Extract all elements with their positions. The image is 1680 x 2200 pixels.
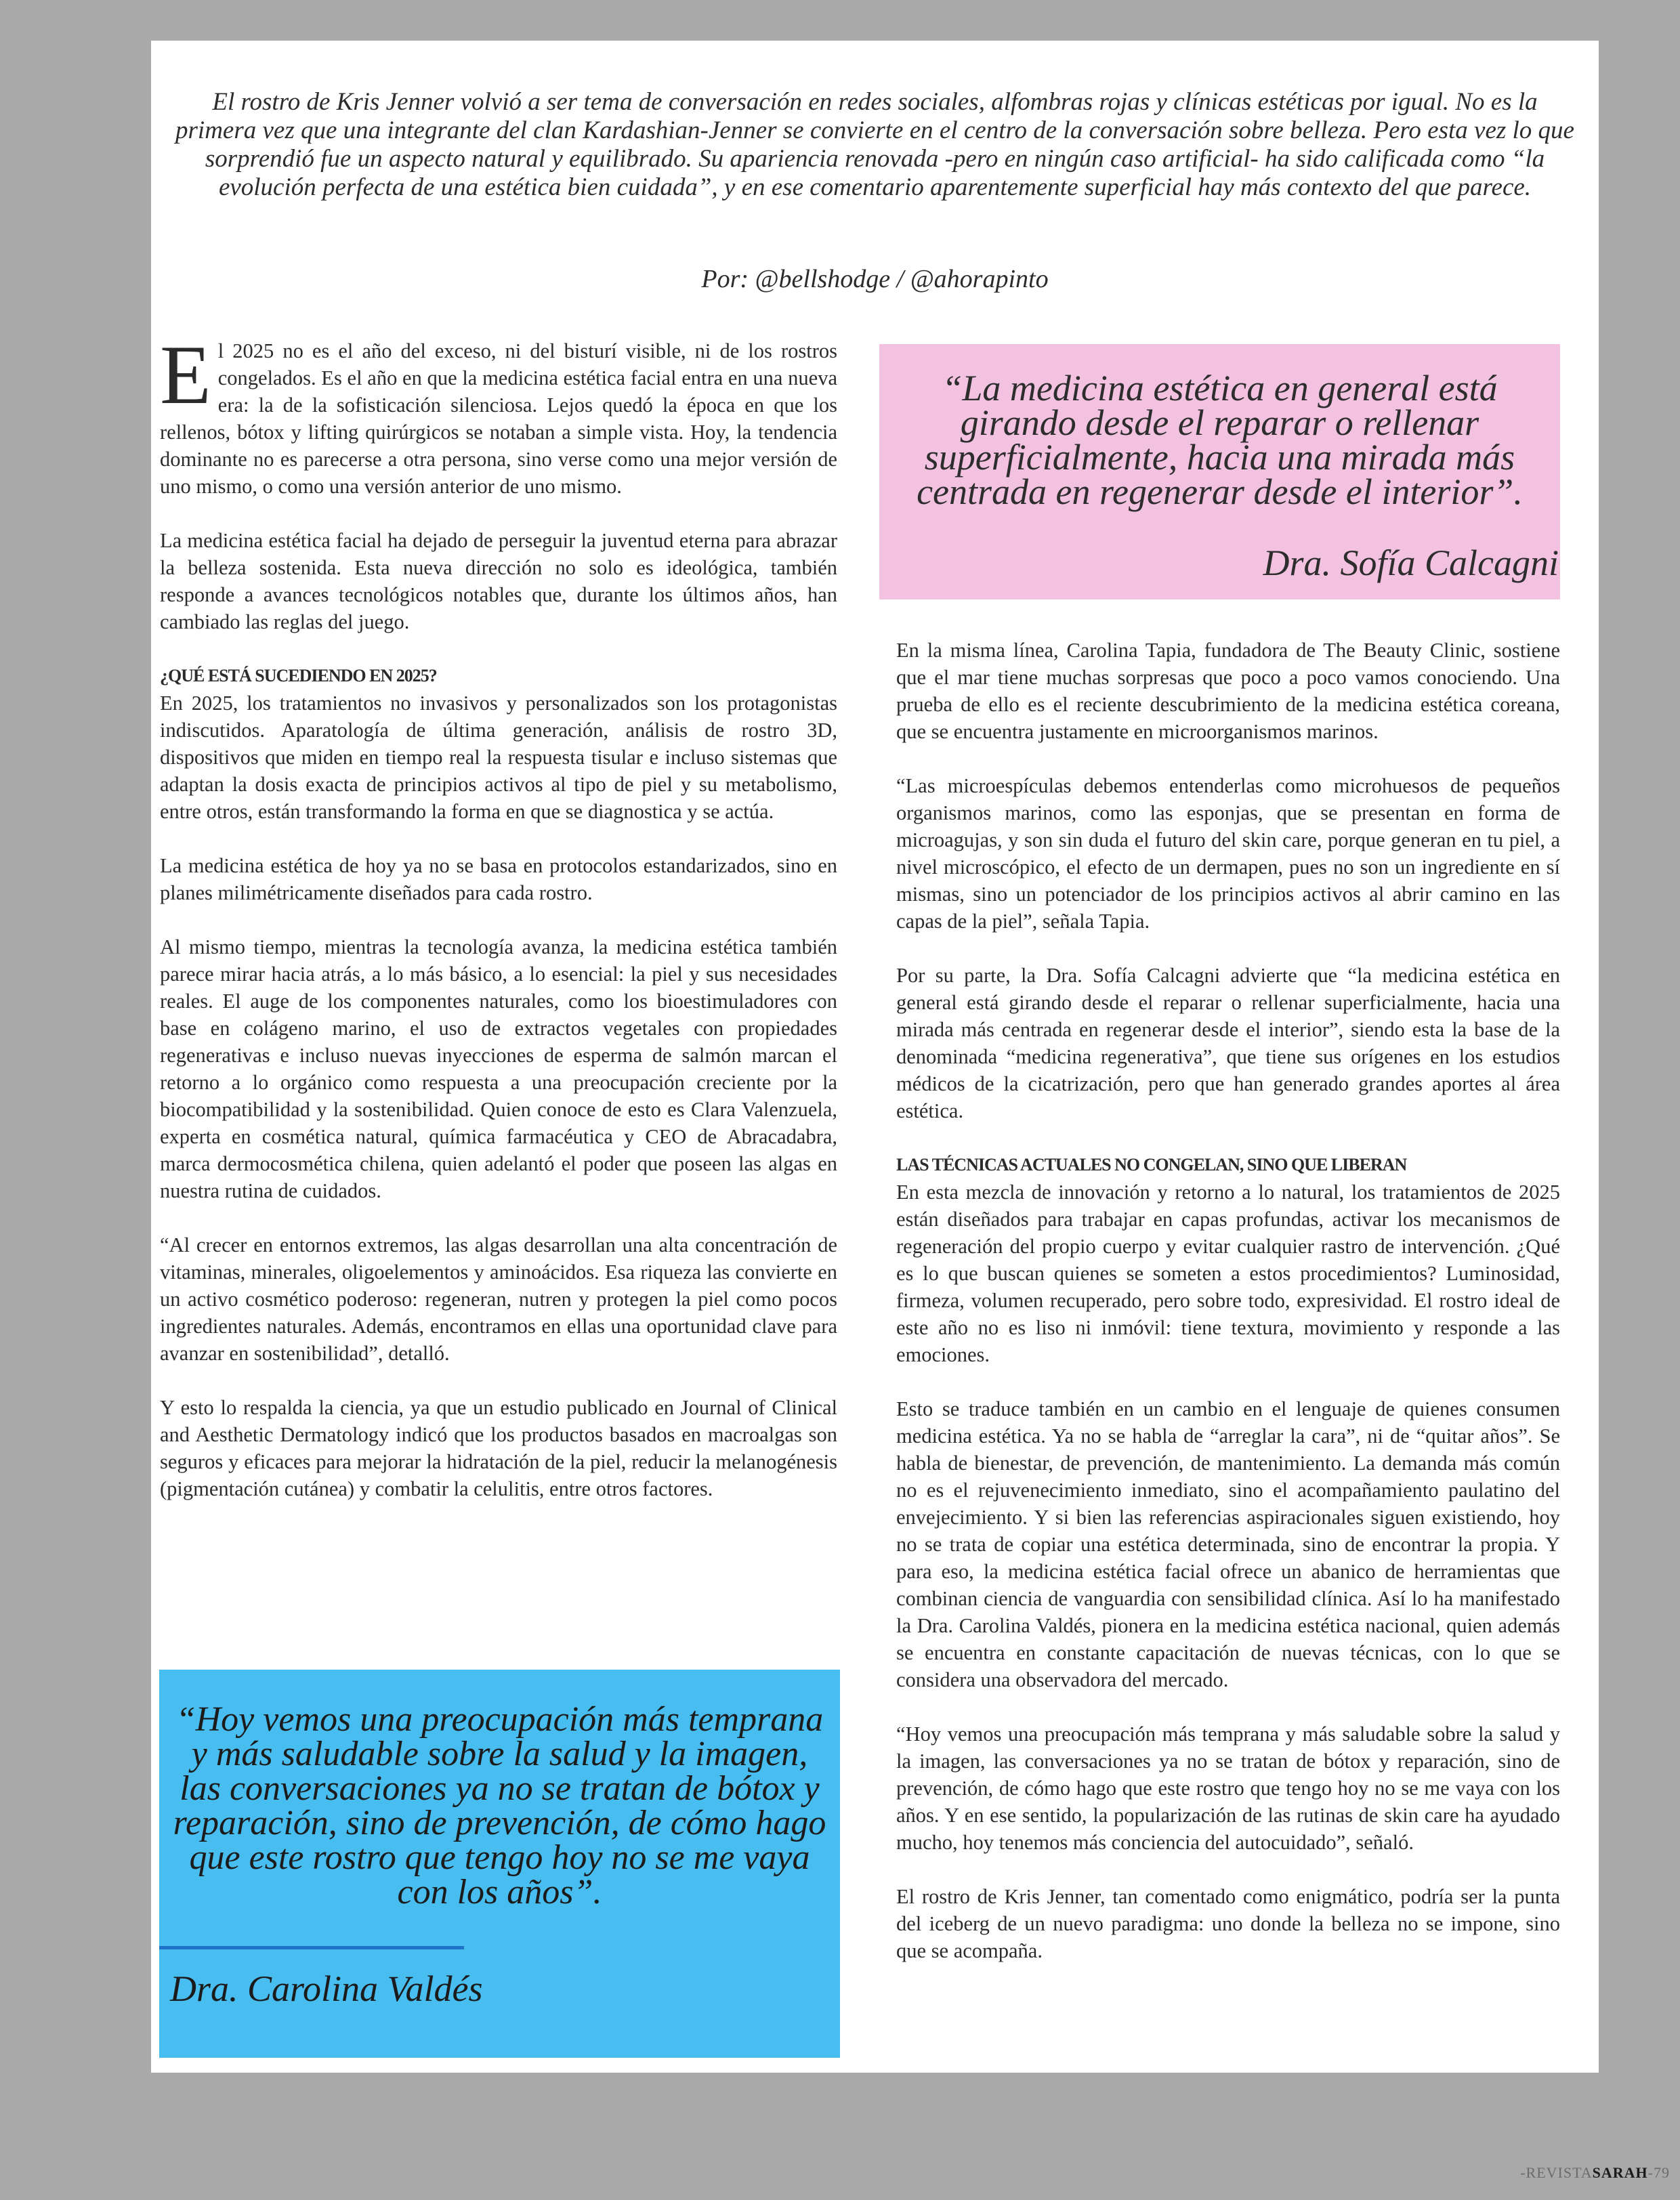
article-paragraph: En la misma línea, Carolina Tapia, fundadora de The Beauty Clinic, sostiene que el mar tiene muchas sorpresas que poco a poco vamos conociendo. Una prueba de ello es el reciente descubrimiento de la medicina estética coreana, que se encuentra justamente en microorganismos marinos. <box>896 639 1560 743</box>
pull-quote-text: “Hoy vemos una preocupación más temprana y más saludable sobre la salud y la imagen, las conversaciones ya no se tratan de bótox y reparación, sino de prevención, de cómo hago que este rostro que tengo hoy no se me vaya con los años”. <box>173 1700 826 1911</box>
magazine-page <box>151 41 1599 2073</box>
byline: Por: @bellshodge / @ahorapinto <box>701 265 1049 293</box>
section-heading: ¿QUÉ ESTÁ SUCEDIENDO EN 2025? <box>160 666 437 685</box>
page-footer <box>1520 2164 1670 2182</box>
article-paragraph: El rostro de Kris Jenner, tan comentado como enigmático, podría ser la punta del iceberg de un nuevo paradigma: uno donde la belleza no se impone, sino que se acompaña. <box>896 1885 1560 1962</box>
section-heading: LAS TÉCNICAS ACTUALES NO CONGELAN, SINO QUE LIBERAN <box>896 1155 1407 1175</box>
pull-quote-calcagni <box>879 344 1560 599</box>
magazine-prefix: -REVISTA <box>1520 2164 1593 2181</box>
article-paragraph: La medicina estética de hoy ya no se basa en protocolos estandarizados, sino en planes milimétricamente diseñados para cada rostro. <box>160 854 837 904</box>
article-paragraph: La medicina estética facial ha dejado de perseguir la juventud eterna para abrazar la belleza sostenida. Esta nueva dirección no solo es ideológica, también responde a avances tecnológicos notables que, durante los últimos años, han cambiado las reglas del juego. <box>160 529 837 633</box>
pull-quote-valdes <box>159 1670 840 2058</box>
article-paragraph: Y esto lo respalda la ciencia, ya que un estudio publicado en Journal of Clinical and Aesthetic Dermatology indicó que los productos basados en macroalgas son seguros y eficaces para mejorar la hidratación de la piel, reducir la melanogénesis (pigmentación cutánea) y combatir la celulitis, entre otros factores. <box>160 1396 837 1500</box>
quote-divider <box>159 1946 464 1949</box>
article-paragraph <box>896 1151 1560 1368</box>
page-number: -79 <box>1647 2164 1670 2181</box>
article-paragraph: Esto se traduce también en un cambio en el lenguaje de quienes consumen medicina estética. Ya no se habla de “arreglar la cara”, ni de “quitar años”. Se habla de bienestar, de prevención, de mantenimiento. La demanda más común no es el rejuvenecimiento inmediato, sino el acompañamiento paulatino del envejecimiento. Y si bien las referencias aspiracionales siguen existiendo, hoy no se trata de copiar una estética determinada, sino de encontrar la propia. Y para eso, la medicina estética facial ofrece un abanico de herramientas que combinan ciencia de vanguardia con sensibilidad clínica. Así lo ha manifestado la Dra. Carolina Valdés, pionera en la medicina estética nacional, quien además se encuentra en constante capacitación de nuevas técnicas, con lo que se considera una observadora del mercado. <box>896 1397 1560 1691</box>
left-column <box>160 329 837 1529</box>
intro-paragraph: El rostro de Kris Jenner volvió a ser tema de conversación en redes sociales, alfombras rojas y clínicas estéticas por igual. No es la primera vez que una integrante del clan Kardashian-Jenner se convierte en el centro de la conversación sobre belleza. Pero esta vez lo que sorprendió fue un aspecto natural y equilibrado. Su apariencia renovada -pero en ningún caso artificial- ha sido calificada como “la evolución perfecta de una estética bien cuidada”, y en ese comentario aparentemente superficial hay más contexto del que parece. <box>175 88 1574 201</box>
article-paragraph: “Al crecer en entornos extremos, las algas desarrollan una alta concentración de vitaminas, minerales, oligoelementos y aminoácidos. Esa riqueza las convierte en un activo cosmético poderoso: regeneran, nutren y protegen la piel como pocos ingredientes naturales. Además, encontramos en ellas una oportunidad clave para avanzar en sostenibilidad”, detalló. <box>160 1233 837 1365</box>
pull-quote-author: Dra. Sofía Calcagni <box>1263 543 1559 583</box>
article-paragraph <box>160 662 837 825</box>
paragraph-text: En 2025, los tratamientos no invasivos y personalizados son los protagonistas indiscutidos. Aparatología de última generación, análisis de rostro 3D, dispositivos que miden en tiempo real la respuesta tisular e incluso sistemas que adaptan la dosis exacta de principios activos al tipo de piel y su metabolismo, entre otros, están transformando la forma en que se diagnostica y se actúa. <box>160 692 837 823</box>
magazine-name: SARAH <box>1592 2164 1648 2181</box>
article-paragraph: Por su parte, la Dra. Sofía Calcagni advierte que “la medicina estética en general está girando desde el reparar o rellenar superficialmente, hacia una mirada más centrada en regenerar desde el interior”, siendo esta la base de la denominada “medicina regenerativa”, que tiene sus orígenes en los estudios médicos de la cicatrización, pero que han generado grandes aportes al área estética. <box>896 964 1560 1122</box>
pull-quote-text: “La medicina estética en general está girando desde el reparar o rellenar superficialmente, hacia una mirada más centrada en regenerar desde el interior”. <box>917 368 1523 512</box>
article-paragraph <box>160 329 837 500</box>
article-paragraph: “Las microespículas debemos entenderlas como microhuesos de pequeños organismos marinos, como las esponjas, que se presentan en forma de microagujas, y son sin duda el futuro del skin care, porque generan en tu piel, a nivel microscópico, el efecto de un dermapen, pues no son un ingrediente en sí mismas, sino un potenciador de los principios activos al abrir camino en las capas de la piel”, señala Tapia. <box>896 774 1560 933</box>
paragraph-text: l 2025 no es el año del exceso, ni del bisturí visible, ni de los rostros congelados. Es el año en que la medicina estética facial entra en una nueva era: la de la sofisticación silenciosa. Lejos quedó la época en que los rellenos, bótox y lifting quirúrgicos se notaban a simple vista. Hoy, la tendencia dominante no es parecerse a otra persona, sino verse como una mejor versión de uno mismo, o como una versión anterior de uno mismo. <box>160 339 837 498</box>
article-paragraph: Al mismo tiempo, mientras la tecnología avanza, la medicina estética también parece mirar hacia atrás, a lo más básico, a lo esencial: la piel y sus necesidades reales. El auge de los componentes naturales, como los bioestimuladores con base en colágeno marino, el uso de extractos vegetales con propiedades regenerativas e incluso nuevas inyecciones de esperma de salmón marcan el retorno a lo orgánico como respuesta a una preocupación creciente por la biocompatibilidad y la sostenibilidad. Quien conoce de esto es Clara Valenzuela, experta en cosmética natural, química farmacéutica y CEO de Abracadabra, marca dermocosmética chilena, quien adelantó el poder que poseen las algas en nuestra rutina de cuidados. <box>160 935 837 1202</box>
article-paragraph: “Hoy vemos una preocupación más temprana y más saludable sobre la salud y la imagen, las conversaciones ya no se tratan de bótox y reparación, sino de prevención, de cómo hago que este rostro que tengo hoy no se me vaya con los años. Y en ese sentido, la popularización de las rutinas de skin care ha ayudado mucho, hoy tenemos más conciencia del autocuidado”, señaló. <box>896 1722 1560 1854</box>
pull-quote-author: Dra. Carolina Valdés <box>170 1968 483 2009</box>
drop-cap: E <box>160 329 211 421</box>
paragraph-text: En esta mezcla de innovación y retorno a lo natural, los tratamientos de 2025 están diseñados para trabajar en capas profundas, activar los mecanismos de regeneración del propio cuerpo y evitar cualquier rastro de intervención. ¿Qué es lo que buscan quienes se someten a estos procedimientos? Luminosidad, firmeza, volumen recuperado, pero sobre todo, expresividad. El rostro ideal de este año no es liso ni inmóvil: tiene textura, movimiento y responde a las emociones. <box>896 1181 1560 1366</box>
right-column <box>896 637 1560 1991</box>
